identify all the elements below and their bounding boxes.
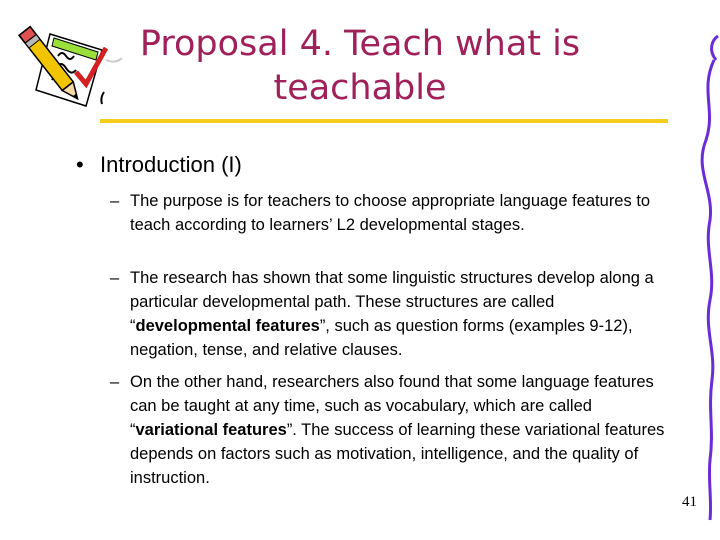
title-divider — [100, 119, 668, 123]
subpoint-dash: – — [110, 373, 120, 391]
subpoint-variational-features — [110, 370, 670, 490]
bullet-text: Introduction (I) — [100, 152, 242, 177]
subpoint-developmental-features — [110, 266, 670, 362]
subpoint-term-bold: developmental features — [135, 317, 320, 335]
subpoint-text: The purpose is for teachers to choose appropriate language features to teach according to learners’ L2 developmental stages. — [130, 192, 651, 234]
subpoint-text-before: The research has shown that some linguistic structures develop along a particular developmental path. These structures are called “ — [130, 269, 654, 335]
subpoint-text — [130, 370, 670, 490]
subpoint-text — [130, 266, 670, 362]
subpoint-dash: – — [110, 269, 120, 287]
decorative-squiggle-icon — [680, 0, 720, 540]
bullet-dot: • — [76, 152, 84, 177]
title-line-2: teachable — [273, 68, 447, 108]
title-line-1: Proposal 4. Teach what is — [139, 24, 581, 64]
pencil-paper-clipart-icon — [6, 20, 126, 108]
page-number: 41 — [682, 494, 697, 510]
slide-title — [120, 22, 600, 110]
subpoint-purpose — [110, 189, 670, 237]
subpoint-text-after: ”. The success of learning these variational features depends on factors such as motivation, intelligence, and the quality of instruction. — [130, 421, 665, 487]
subpoint-text-before: On the other hand, researchers also found that some language features can be taught at any time, such as vocabulary, which are called “ — [130, 373, 654, 439]
subpoint-text-after: ”, such as question forms (examples 9-12), negation, tense, and relative clauses. — [130, 317, 633, 359]
subpoint-term-bold: variational features — [135, 421, 287, 439]
subpoint-dash: – — [110, 192, 120, 210]
